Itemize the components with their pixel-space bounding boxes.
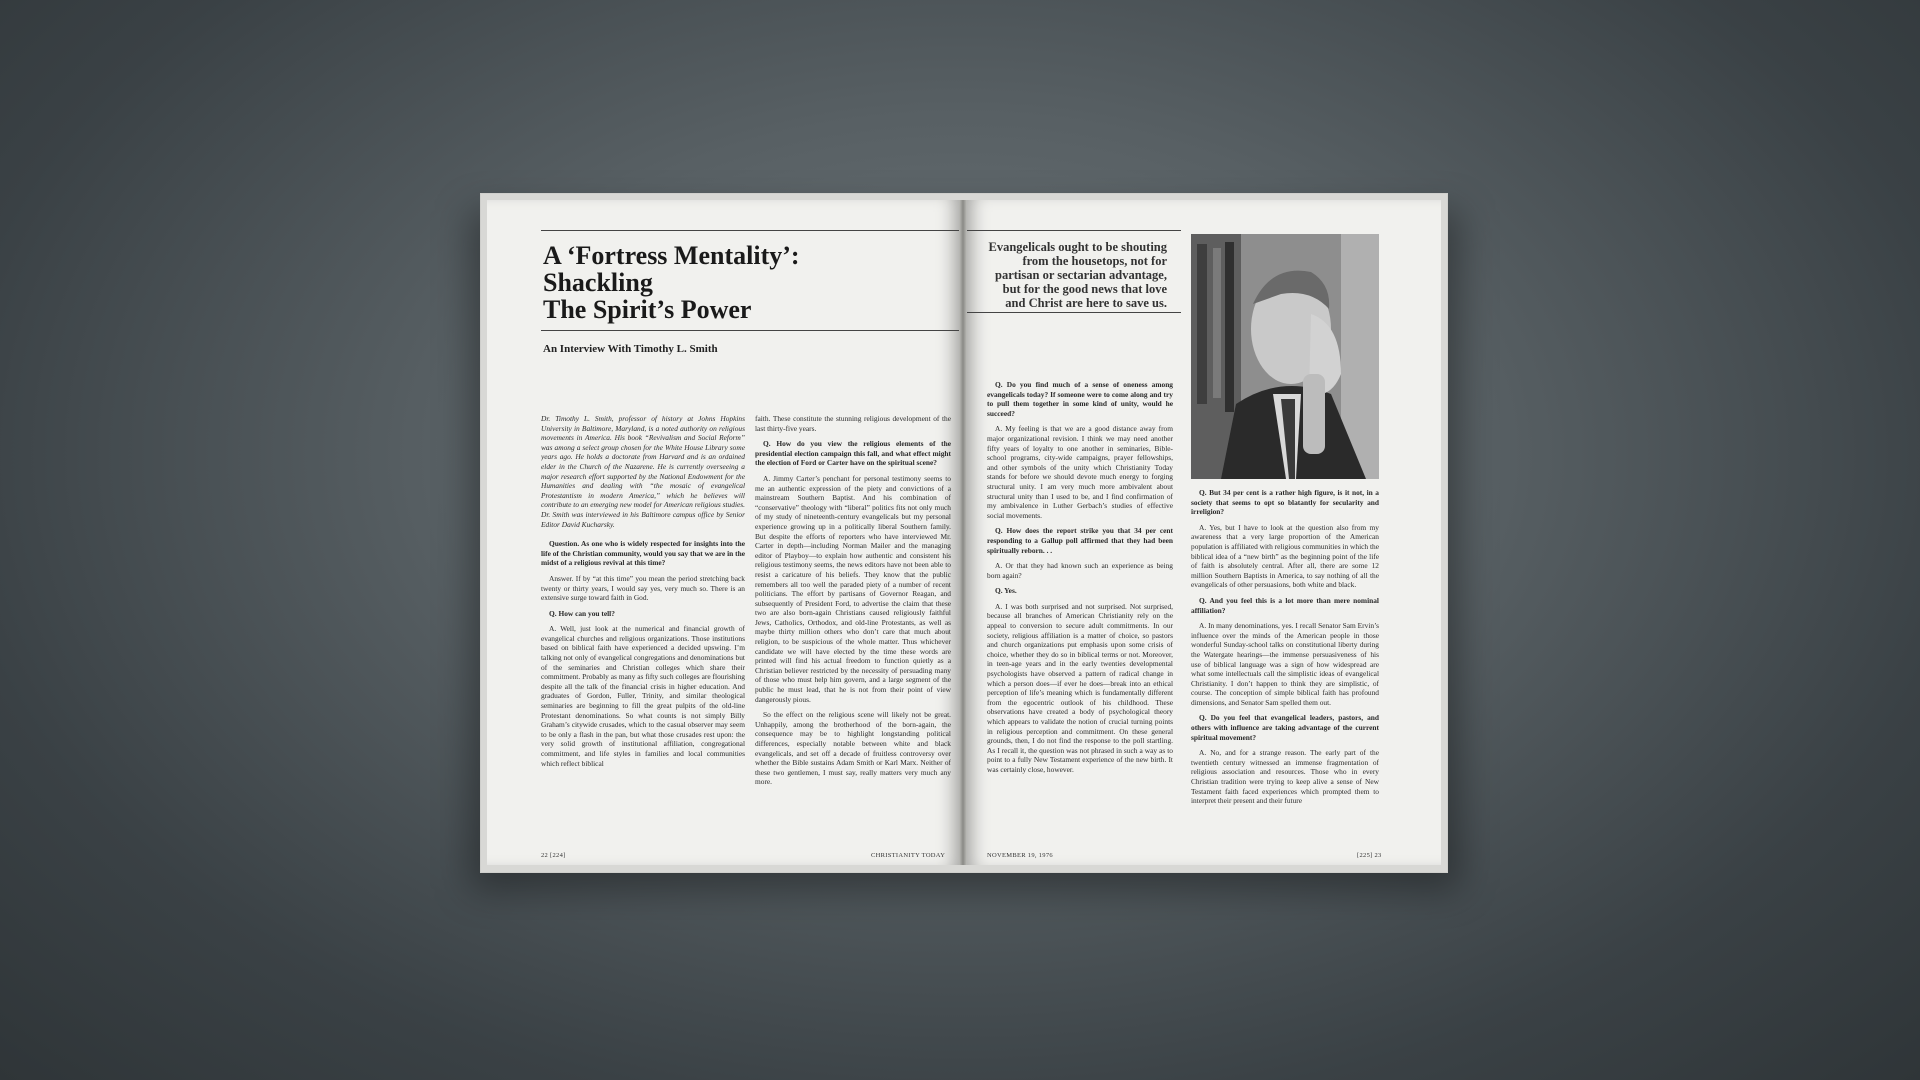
question: Q. How can you tell? bbox=[549, 608, 615, 618]
question: Q. How do you view the religious elements of the presidential election campaign this fall, and what effect might the election of Ford or Carter have on the spiritual scene? bbox=[755, 439, 951, 468]
intro-paragraph: Dr. Timothy L. Smith, professor of history at Johns Hopkins University in Baltimore, Maryland, is a noted authority on religious movements in America. His book “Revivalism and Social Reform” was among a select group chosen for the White House Library some years ago. He holds a doctorate from Harvard and is an ordained elder in the Church of the Nazarene. He is currently overseeing a major research effort supported by the National Endowment for the Humanities and dealing with “the mosaic of evangelical Protestantism in modern America,” which he believes will contribute to an emerging new model for American religious studies. Dr. Smith was interviewed in his Baltimore campus office by Senior Editor David Kucharsky. bbox=[541, 414, 745, 529]
qa-item bbox=[541, 609, 745, 619]
page-number-left: 22 [224] bbox=[541, 852, 566, 859]
question: Q. Do you feel that evangelical leaders, pastors, and others with influence are taking advantage of the current spiritual movement? bbox=[1191, 713, 1379, 742]
answer: A. In many denominations, yes. I recall Senator Sam Ervin’s influence over the minds of the American people in those wonderful Sunday-school talks on constitutional liberty during the Watergate hearings—the immense persuasiveness of his use of biblical language was a sign of how widespread are what some intellectuals call the simplistic ideas of evangelical Christianity. I don’t happen to think they are simplistic, of course. The conception of simple biblical faith has profound dimensions, and Senator Sam spelled them out. bbox=[1191, 621, 1379, 707]
qa-item bbox=[755, 439, 951, 468]
article-subtitle: An Interview With Timothy L. Smith bbox=[543, 343, 718, 355]
answer: So the effect on the religious scene will likely not be great. Unhappily, among the brotherhood of the born-again, the consequence may be to highlight longstanding political differences, especially notable between white and black evangelicals, and set off a decade of fruitless controversy over whether the Bible sustains Adam Smith or Karl Marx. Neither of these two gentlemen, I must say, really matters very much any more. bbox=[755, 710, 951, 787]
question: Q. How does the report strike you that 34 per cent responding to a Gallup poll affirmed that they had been spiritually reborn. . . bbox=[987, 526, 1173, 555]
qa-item bbox=[987, 380, 1173, 418]
article-title: A ‘Fortress Mentality’: Shackling The Spirit’s Power bbox=[543, 241, 800, 324]
answer: faith. These constitute the stunning religious development of the last thirty-five years. bbox=[755, 414, 951, 433]
pullquote-bottom-rule bbox=[967, 312, 1181, 313]
answer: A. Well, just look at the numerical and financial growth of evangelical churches and religious organizations. Those institutions based on biblical faith have experienced a decided upswing. I’m talking not only of evangelical congregations and denominations but of the seminaries and Christian colleges which share their commitment. Probably as many as fifty such colleges are flourishing despite all the talk of the financial crisis in higher education. And graduates of Gordon, Fuller, Trinity, and similar theological seminaries are beginning to fill the great pulpits of the old-line Protestant denominations. So what counts is not simply Billy Graham’s citywide crusades, which to the casual observer may seem to be only a flash in the pan, but what those crusades rest upon: the very solid growth of institutional affiliation, congregational commitment, and life styles in families and local communities which reflect biblical bbox=[541, 624, 745, 768]
answer: A. Yes, but I have to look at the question also from my awareness that a very large proportion of the American population is affiliated with religious communities in which the biblical idea of a “new birth” as the beginning point of the life of faith is absolutely central. After all, there are some 12 million Southern Baptists in America, to say nothing of all the evangelicals of other persuasions, both white and black. bbox=[1191, 522, 1379, 590]
qa-item bbox=[1191, 713, 1379, 742]
left-column-2 bbox=[755, 414, 951, 834]
question: Question. As one who is widely respected for insights into the life of the Christian community, would you say that we are in the midst of a religious revival at this time? bbox=[541, 539, 745, 568]
page-number-right: [225] 23 bbox=[1357, 852, 1382, 859]
question: Q. And you feel this is a lot more than mere nominal affiliation? bbox=[1191, 595, 1379, 615]
left-column-1 bbox=[541, 414, 745, 834]
qa-item bbox=[987, 526, 1173, 555]
issue-date: NOVEMBER 19, 1976 bbox=[987, 852, 1053, 859]
spine-gutter bbox=[959, 200, 967, 865]
qa-item bbox=[987, 586, 1173, 596]
question: Q. Do you find much of a sense of oneness among evangelicals today? If someone were to come along and try to pull them together in some kind of unity, would he succeed? bbox=[987, 380, 1173, 418]
answer: A. My feeling is that we are a good distance away from major organizational revision. I think we may need another fifty years of loyalty to one another in seminaries, Bible-school programs, city-wide campaigns, prayer fellowships, and other symbols of the unity which Christianity Today stands for before we should devote much energy to forging structural unity. I am very much more ambivalent about structural unity than I used to be, and I find confirmation of my ambivalence in Luther Gerbach’s studies of effective social movements. bbox=[987, 424, 1173, 520]
portrait-photo bbox=[1191, 234, 1379, 479]
question: Q. But 34 per cent is a rather high figure, is it not, in a society that seems to opt so blatantly for secularity and irreligion? bbox=[1191, 488, 1379, 517]
pull-quote: Evangelicals ought to be shouting from the housetops, not for partisan or sectarian advantage, but for the good news that love and Christ are here to save us. bbox=[988, 240, 1167, 310]
qa-item bbox=[1191, 488, 1379, 517]
title-rule bbox=[541, 330, 959, 331]
answer: A. No, and for a strange reason. The early part of the twentieth century witnessed an immense fragmentation of religious association and resources. Those who in every Christian tradition were trying to keep alive a sense of New Testament faith faced experiences which prompted them to interpret their present and their future bbox=[1191, 748, 1379, 806]
magazine-name: CHRISTIANITY TODAY bbox=[871, 852, 946, 859]
answer: A. Jimmy Carter’s penchant for personal testimony seems to me an authentic expression of the piety and convictions of a mainstream Southern Baptist. And his combination of “conservative” theology with “liberal” politics fits not only much of my study of nineteenth-century evangelicals but my personal experience growing up in a politically liberal Southern family. But despite the efforts of reporters who have interviewed Mr. Carter in depth—including Norman Mailer and the managing editor of Playboy—to explain how authentic and consistent his religious testimony seems, the news editors have not been able to resist a caricature of his beliefs. They know that the public remembers all too well the paraded piety of a number of recent politicians. The effort by partisans of Governor Reagan, and subsequently of President Ford, to advertise the claim that these two are also born-again Christians caused religiously faithful Jews, Catholics, Orthodox, and old-line Protestants, as well as maybe thirty million others who don’t care that much about religion, to be suspicious of the whole matter. Thus whichever candidate we will have elected by the time these words are printed will find his actual freedom to function quietly as a Christian believer restricted by the necessity of persuading many of those who must help him govern, and a large segment of the public he must lead, that he is not from their point of view dangerously pious. bbox=[755, 473, 951, 704]
magazine-spread bbox=[480, 193, 1448, 873]
qa-item bbox=[541, 539, 745, 568]
question: Q. Yes. bbox=[995, 586, 1017, 596]
portrait-illustration bbox=[1191, 234, 1379, 479]
pullquote-top-rule bbox=[967, 230, 1181, 231]
answer: A. I was both surprised and not surprised. Not surprised, because all branches of American Christianity rely on the appeal to conversion to secure adult commitments. In our society, religious affiliation is a matter of choice, so pastors and church organizations put emphasis upon some crisis of choice, whether they do so in biblical terms or not. Moreover, in teen-age years and in the early twenties developmental psychologists have observed a pattern of radical change in which a person does—if ever he does—break into an ethical perception of life’s meaning which is fundamentally different from the egocentric outlook of his childhood. These observations have created a body of psychological theory which appears to validate the notion of crucial turning points in religious perception and commitment. On these general grounds, then, I do not find the response to the poll startling. As I recall it, the question was not phrased in such a way as to point to a fully New Testament experience of the new birth. It was certainly close, however. bbox=[987, 601, 1173, 774]
answer: Answer. If by “at this time” you mean the period stretching back twenty or thirty years, I would say yes, very much so. There is an extensive surge toward faith in God. bbox=[541, 573, 745, 603]
right-page bbox=[967, 200, 1441, 865]
qa-item bbox=[1191, 596, 1379, 615]
left-page bbox=[487, 200, 959, 865]
top-rule bbox=[541, 230, 959, 231]
right-column-1 bbox=[987, 380, 1173, 835]
right-column-2 bbox=[1191, 488, 1379, 836]
answer: A. Or that they had known such an experience as being born again? bbox=[987, 561, 1173, 580]
